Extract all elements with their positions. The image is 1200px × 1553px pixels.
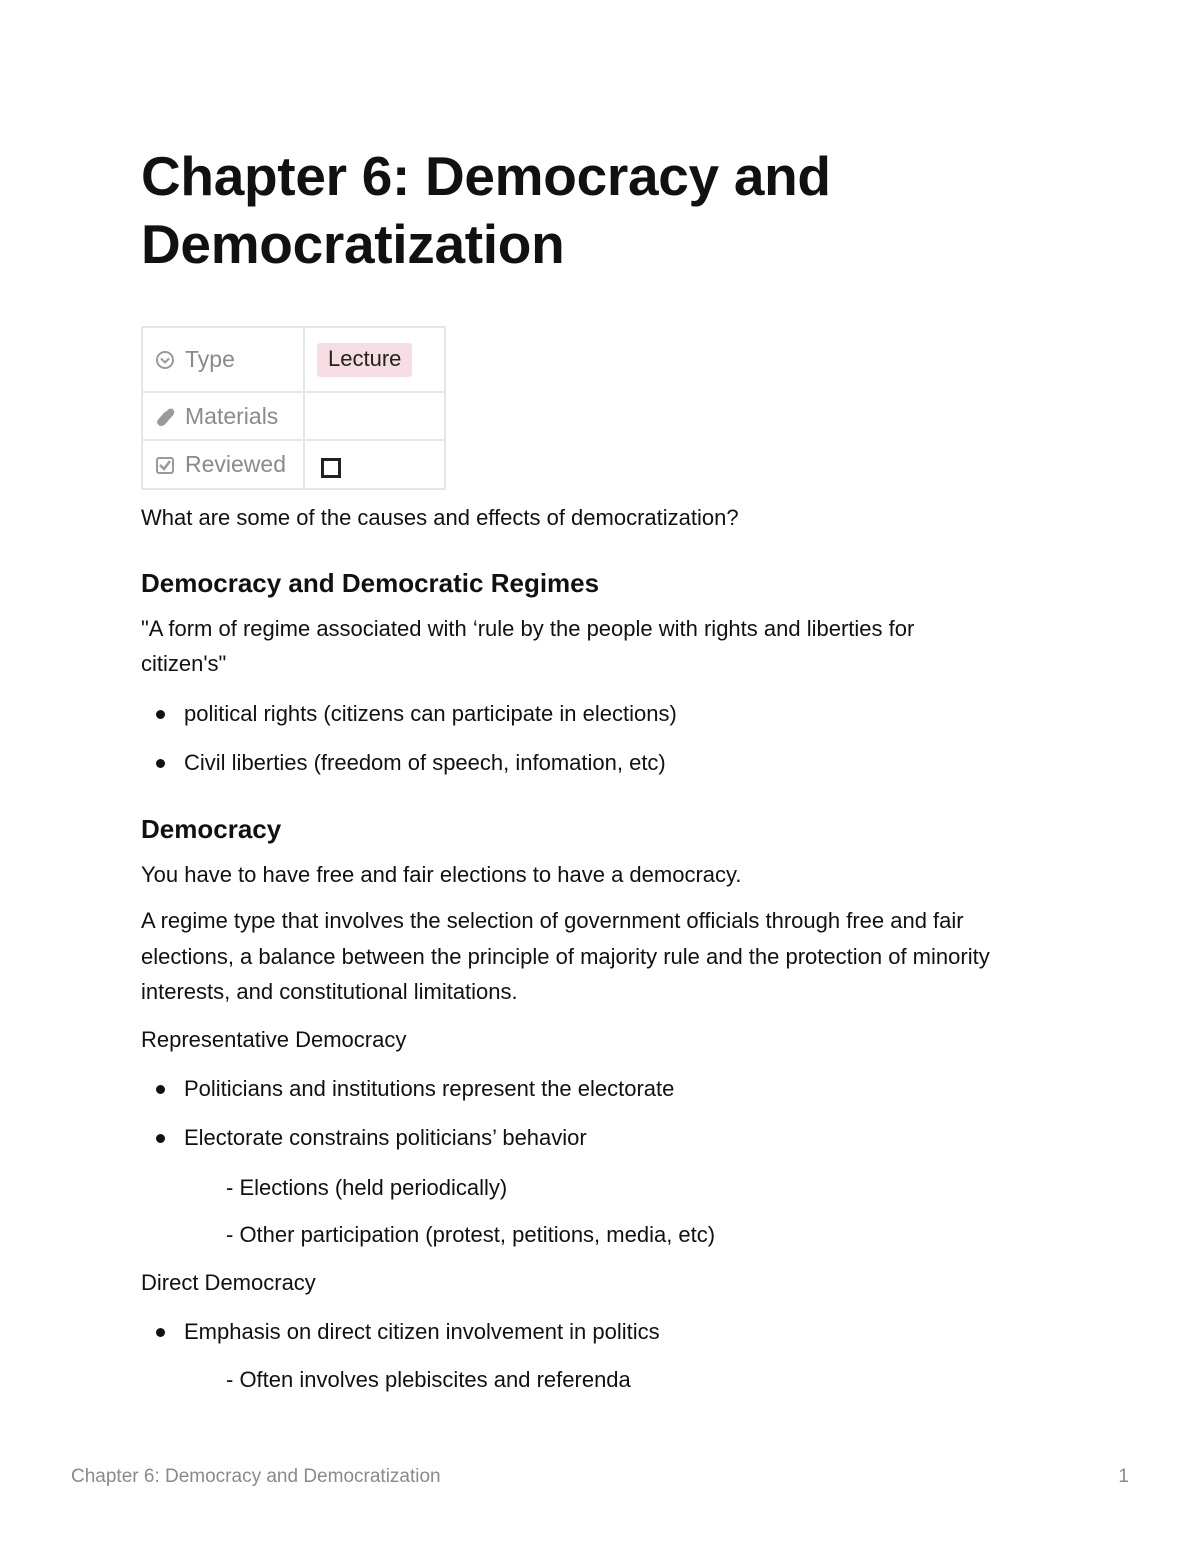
sub-item: - Other participation (protest, petitions, media, etc) <box>226 1222 716 1247</box>
section-heading-democratic-regimes: Democracy and Democratic Regimes <box>141 568 600 598</box>
type-tag[interactable]: Lecture <box>317 343 412 377</box>
page-title: Chapter 6: Democracy and Democratization <box>141 145 831 275</box>
properties-table <box>141 326 446 490</box>
paragraph-line: A regime type that involves the selection of government officials through free and fair <box>141 908 964 933</box>
footer-page-number: 1 <box>1118 1466 1129 1487</box>
paragraph: You have to have free and fair elections to have a democracy. <box>141 862 742 887</box>
footer-title: Chapter 6: Democracy and Democratization <box>71 1466 441 1487</box>
property-row-reviewed <box>142 440 445 489</box>
reviewed-checkbox[interactable] <box>321 458 341 478</box>
list-item: Civil liberties (freedom of speech, infomation, etc) <box>184 745 666 780</box>
materials-value[interactable] <box>304 392 445 440</box>
property-label-reviewed: Reviewed <box>185 451 286 477</box>
select-icon <box>155 350 175 370</box>
section-heading-democracy: Democracy <box>141 814 282 844</box>
intro-question: What are some of the causes and effects of democratization? <box>141 505 739 530</box>
subheading-direct-democracy: Direct Democracy <box>141 1270 316 1295</box>
quote-line: citizen's" <box>141 651 227 676</box>
list-item: political rights (citizens can participate in elections) <box>184 696 677 731</box>
list-item: Electorate constrains politicians’ behavior <box>184 1120 587 1155</box>
property-label-materials: Materials <box>185 402 279 429</box>
sub-item: - Often involves plebiscites and referenda <box>226 1367 631 1392</box>
paperclip-icon <box>155 406 175 426</box>
property-label-type: Type <box>185 346 235 372</box>
property-row-type <box>142 327 445 392</box>
list-item: Emphasis on direct citizen involvement in politics <box>184 1314 660 1349</box>
subheading-representative-democracy: Representative Democracy <box>141 1027 407 1052</box>
paragraph-line: elections, a balance between the principle of majority rule and the protection of minority <box>141 944 990 969</box>
quote-line: "A form of regime associated with ‘rule by the people with rights and liberties for <box>141 616 915 641</box>
checkbox-icon <box>155 455 175 475</box>
list-item: Politicians and institutions represent the electorate <box>184 1071 674 1106</box>
paragraph-line: interests, and constitutional limitations. <box>141 979 518 1004</box>
property-row-materials <box>142 392 445 440</box>
sub-item: - Elections (held periodically) <box>226 1175 508 1200</box>
